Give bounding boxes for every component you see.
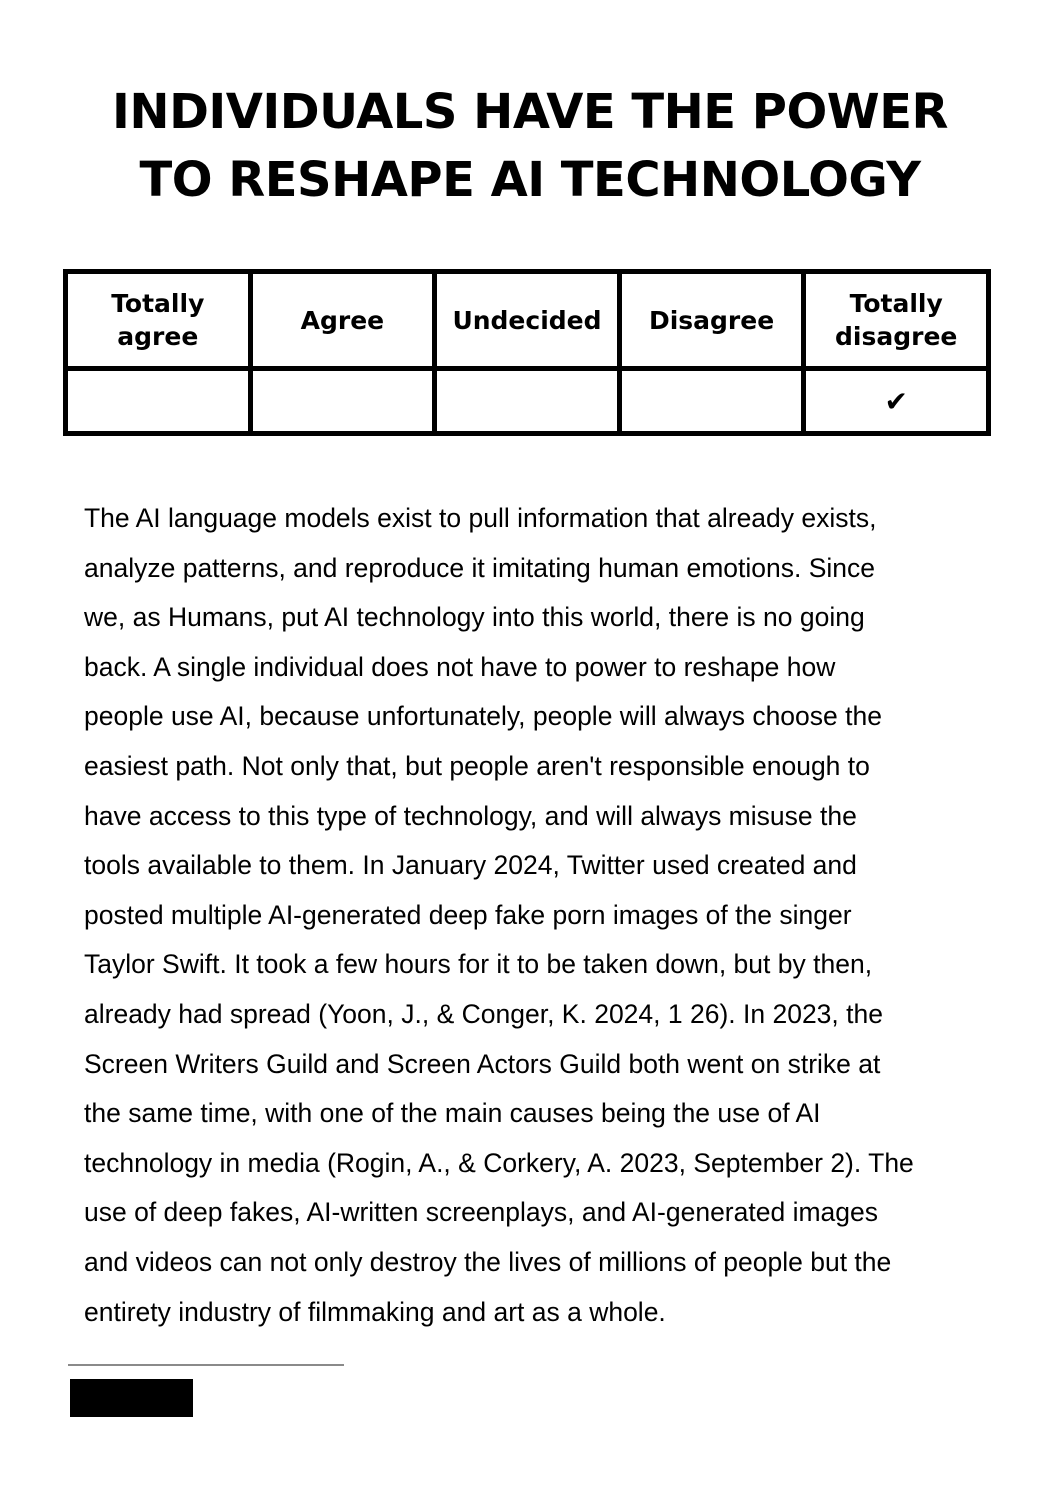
scale-option-label: Undecided: [452, 305, 602, 335]
scale-option-label: Agree: [300, 305, 385, 335]
body-line: analyze patterns, and reproduce it imitating human emotions. Since: [84, 552, 876, 583]
body-line: have access to this type of technology, and will always misuse the: [84, 800, 857, 831]
body-line: we, as Humans, put AI technology into this world, there is no going: [84, 602, 865, 633]
agreement-scale-table: [63, 269, 991, 436]
body-line: technology in media (Rogin, A., & Corkery, A. 2023, September 2). The: [84, 1147, 914, 1178]
scale-mark-row: [66, 369, 989, 434]
checkmark-icon: ✔: [804, 369, 989, 434]
scale-header-row: [66, 272, 989, 369]
mark-cell-undecided: [435, 369, 620, 434]
body-paragraph: [84, 494, 1014, 1337]
scale-option-label: Totally: [849, 289, 943, 319]
body-line: posted multiple AI-generated deep fake porn images of the singer: [84, 899, 852, 930]
body-line: tools available to them. In January 2024, Twitter used created and: [84, 850, 857, 881]
title-line: TO RESHAPE AI TECHNOLOGY: [139, 152, 921, 208]
body-line: Taylor Swift. It took a few hours for it to be taken down, but by then,: [84, 949, 873, 980]
scale-option-undecided: [435, 272, 620, 369]
scale-option-label: Totally: [111, 289, 205, 319]
body-line: use of deep fakes, AI-written screenplays, and AI-generated images: [84, 1197, 878, 1228]
mark-cell-agree: [250, 369, 435, 434]
scale-option-agree: [250, 272, 435, 369]
page-title: [0, 78, 1060, 214]
scale-option-label: agree: [117, 322, 199, 352]
redaction-block: [70, 1379, 193, 1417]
scale-option-totally-disagree: [804, 272, 989, 369]
mark-cell-disagree: [619, 369, 804, 434]
body-line: people use AI, because unfortunately, people will always choose the: [84, 701, 882, 732]
body-line: The AI language models exist to pull information that already exists,: [84, 503, 877, 533]
body-line: the same time, with one of the main causes being the use of AI: [84, 1098, 821, 1129]
footnote-divider: [68, 1364, 344, 1366]
scale-option-label: disagree: [835, 322, 958, 352]
body-line: back. A single individual does not have to power to reshape how: [84, 651, 836, 682]
body-line: Screen Writers Guild and Screen Actors Guild both went on strike at: [84, 1048, 881, 1079]
scale-option-disagree: [619, 272, 804, 369]
body-line: easiest path. Not only that, but people aren't responsible enough to: [84, 750, 870, 781]
title-line: INDIVIDUALS HAVE THE POWER: [112, 84, 948, 140]
body-line: already had spread (Yoon, J., & Conger, K. 2024, 1 26). In 2023, the: [84, 998, 883, 1029]
scale-option-totally-agree: [66, 272, 251, 369]
body-line: entirety industry of filmmaking and art as a whole.: [84, 1296, 666, 1327]
scale-option-label: Disagree: [648, 305, 775, 335]
body-line: and videos can not only destroy the lives of millions of people but the: [84, 1246, 892, 1277]
mark-cell-totally-agree: [66, 369, 251, 434]
